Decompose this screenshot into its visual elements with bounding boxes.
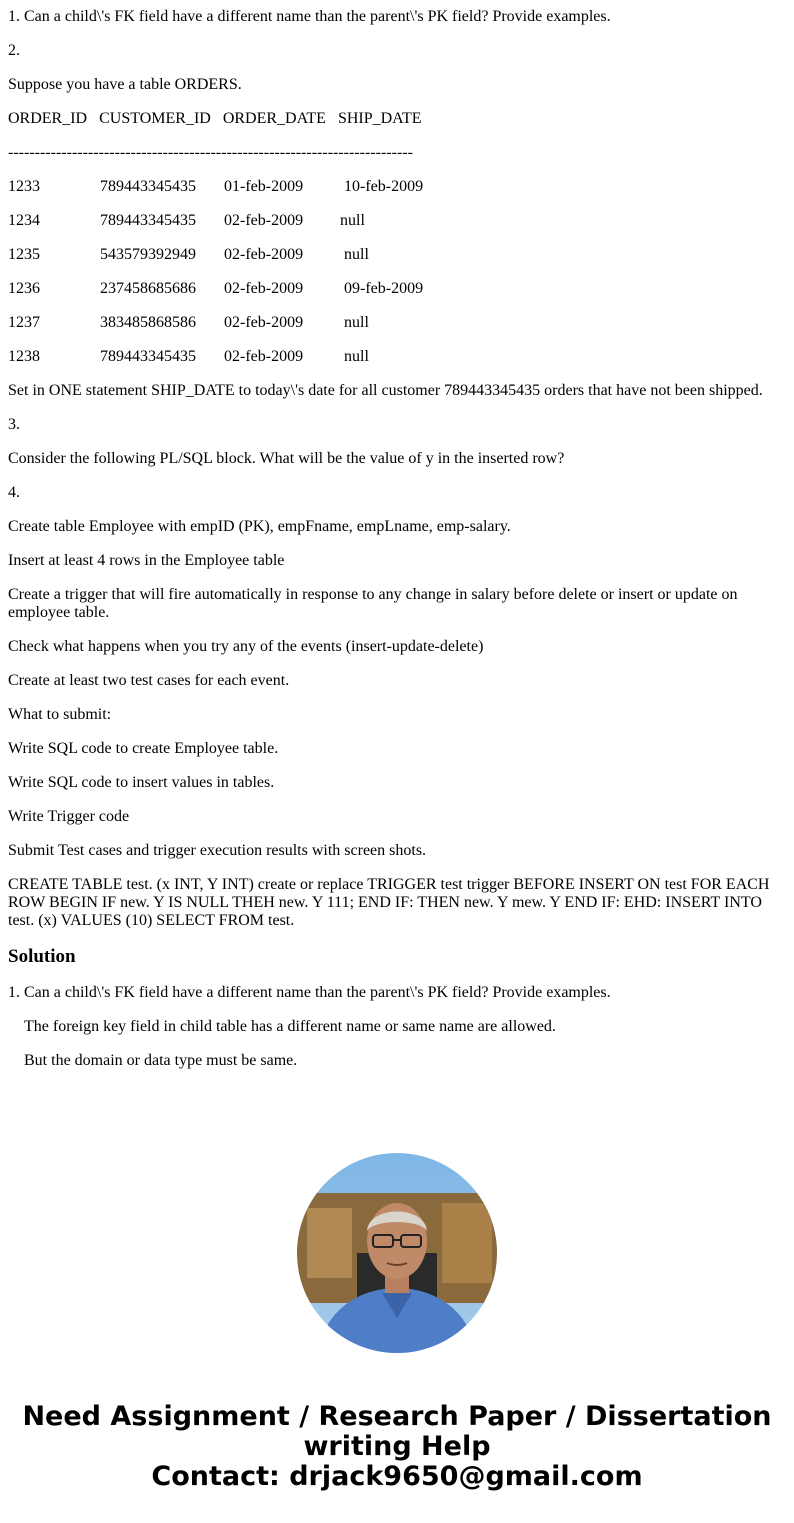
table-row <box>8 212 784 230</box>
document-body <box>8 8 784 1086</box>
contact-email: Contact: drjack9650@gmail.com <box>151 1461 643 1492</box>
question-4-line: Create table Employee with empID (PK), empFname, empLname, emp-salary. <box>8 518 511 535</box>
question-4-line: Write Trigger code <box>8 808 130 825</box>
order-id: 1233 <box>8 178 40 195</box>
order-id: 1234 <box>8 212 40 229</box>
code-snippet: CREATE TABLE test. (x INT, Y INT) create or replace TRIGGER test trigger BEFORE INSERT ON test FOR EACH ROW BEGIN IF new. Y IS NULL THEH new. Y 111; END IF: THEN new. Y mew. Y END IF: EHD: INSERT INTO test. (x) VALUES (10) SELECT FROM test. <box>8 876 770 929</box>
table-row <box>8 246 784 264</box>
customer-id: 789443345435 <box>100 178 196 195</box>
customer-id: 543579392949 <box>100 246 196 263</box>
order-date: 01-feb-2009 <box>224 178 304 195</box>
order-id: 1238 <box>8 348 40 365</box>
orders-table-rows <box>8 178 784 366</box>
order-date: 02-feb-2009 <box>224 348 304 365</box>
order-date: 02-feb-2009 <box>224 212 304 229</box>
table-row <box>8 280 784 298</box>
order-id: 1236 <box>8 280 40 297</box>
order-date: 02-feb-2009 <box>224 280 304 297</box>
banner-line: Need Assignment / Research Paper / Dissertation <box>22 1401 772 1432</box>
question-4-line: Create at least two test cases for each event. <box>8 672 290 689</box>
person-portrait-icon <box>297 1153 497 1353</box>
question-4-line: Write SQL code to create Employee table. <box>8 740 279 757</box>
order-date: 02-feb-2009 <box>224 314 304 331</box>
order-id: 1237 <box>8 314 40 331</box>
question-4-number: 4. <box>8 484 20 501</box>
ship-date: null <box>340 212 365 229</box>
contact-banner <box>0 1402 794 1492</box>
customer-id: 789443345435 <box>100 212 196 229</box>
avatar <box>297 1153 497 1353</box>
ship-date: 09-feb-2009 <box>340 280 424 297</box>
customer-id: 383485868586 <box>100 314 196 331</box>
orders-table-header: ORDER_ID CUSTOMER_ID ORDER_DATE SHIP_DATE <box>8 110 422 127</box>
solution-question: 1. Can a child\'s FK field have a different name than the parent\'s PK field? Provide examples. <box>8 984 611 1001</box>
question-1: 1. Can a child\'s FK field have a different name than the parent\'s PK field? Provide examples. <box>8 8 611 25</box>
question-2-number: 2. <box>8 42 20 59</box>
table-row <box>8 178 784 196</box>
question-4-line: What to submit: <box>8 706 112 723</box>
question-4-line: Create a trigger that will fire automatically in response to any change in salary before delete or insert or update on employee table. <box>8 586 738 621</box>
question-2-task: Set in ONE statement SHIP_DATE to today\'s date for all customer 789443345435 orders that have not been shipped. <box>8 382 763 399</box>
question-3-text: Consider the following PL/SQL block. What will be the value of y in the inserted row? <box>8 450 565 467</box>
ship-date: 10-feb-2009 <box>340 178 424 195</box>
ship-date: null <box>340 314 369 331</box>
ship-date: null <box>340 348 369 365</box>
solution-answer: But the domain or data type must be same. <box>24 1052 298 1069</box>
solution-answer: The foreign key field in child table has a different name or same name are allowed. <box>24 1018 556 1035</box>
question-4-line: Insert at least 4 rows in the Employee table <box>8 552 285 569</box>
order-id: 1235 <box>8 246 40 263</box>
table-row <box>8 314 784 332</box>
banner-line: writing Help <box>303 1431 491 1462</box>
solution-heading: Solution <box>8 946 76 967</box>
ship-date: null <box>340 246 369 263</box>
orders-table-divider: ---------------------------------------------------------------------------- <box>8 144 413 161</box>
question-4-line: Check what happens when you try any of the events (insert-update-delete) <box>8 638 484 655</box>
customer-id: 237458685686 <box>100 280 196 297</box>
question-4-line: Submit Test cases and trigger execution results with screen shots. <box>8 842 427 859</box>
customer-id: 789443345435 <box>100 348 196 365</box>
table-row <box>8 348 784 366</box>
question-3-number: 3. <box>8 416 20 433</box>
question-2-intro: Suppose you have a table ORDERS. <box>8 76 242 93</box>
question-4-line: Write SQL code to insert values in tables. <box>8 774 275 791</box>
order-date: 02-feb-2009 <box>224 246 304 263</box>
